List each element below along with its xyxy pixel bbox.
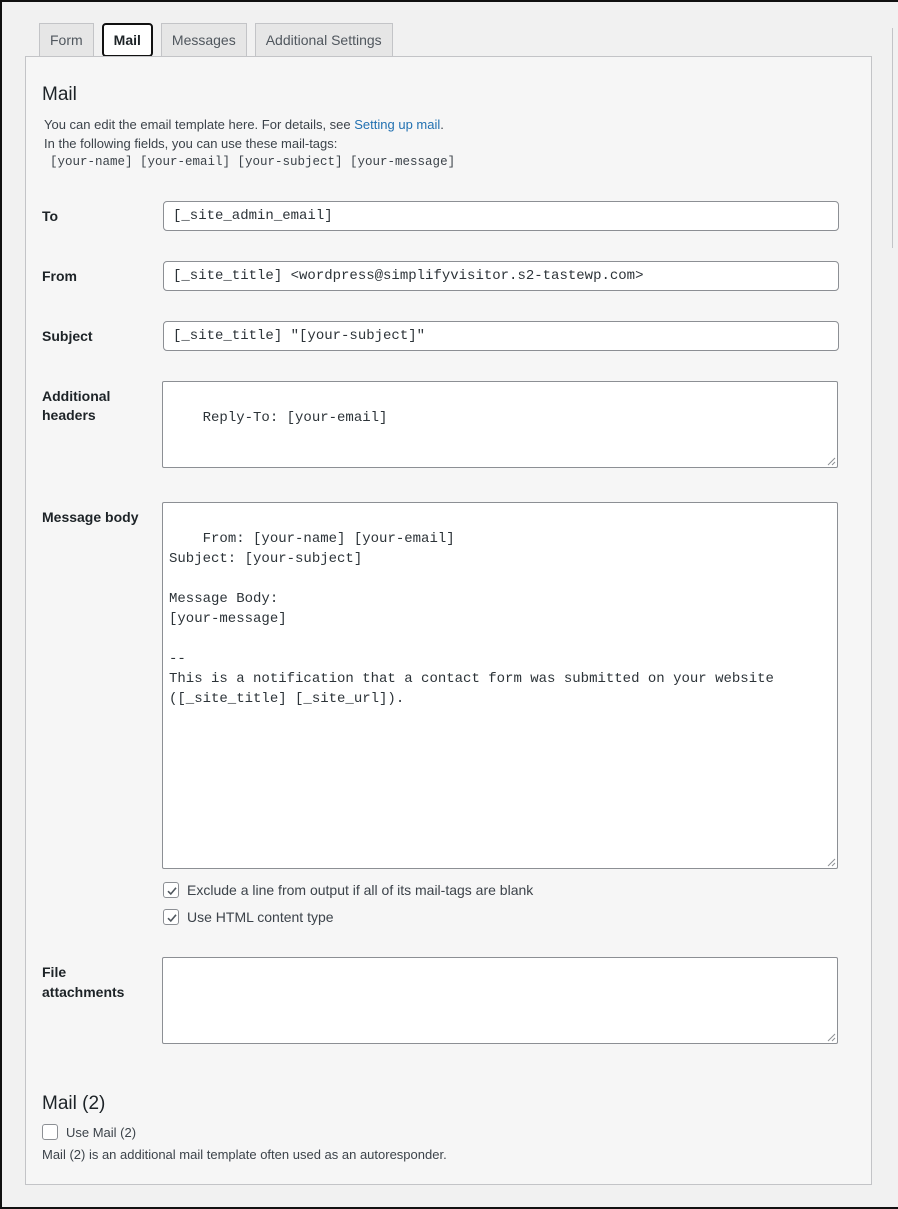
- exclude-blank-label: Exclude a line from output if all of its mail-tags are blank: [187, 882, 534, 898]
- mail-tags-intro: In the following fields, you can use these mail-tags:: [44, 136, 338, 151]
- resize-grip-icon[interactable]: [826, 857, 836, 867]
- additional-headers-textarea[interactable]: [162, 381, 838, 468]
- subject-input[interactable]: [_site_title] "[your-subject]": [163, 321, 839, 351]
- exclude-blank-option[interactable]: [163, 882, 533, 898]
- scrollbar[interactable]: [892, 28, 898, 248]
- headers-value: Reply-To: [your-email]: [202, 410, 388, 426]
- mail-section-title: Mail: [42, 84, 77, 105]
- use-mail2-checkbox[interactable]: [42, 1124, 58, 1140]
- checkmark-icon: [165, 911, 179, 925]
- file-attachments-textarea[interactable]: [162, 957, 838, 1044]
- html-content-label: Use HTML content type: [187, 909, 334, 925]
- resize-grip-icon[interactable]: [826, 1032, 836, 1042]
- headers-label-line2: headers: [42, 407, 96, 423]
- mail-tags-list: [your-name] [your-email] [your-subject] [your-message]: [50, 155, 456, 169]
- setting-up-mail-link[interactable]: Setting up mail: [354, 117, 441, 132]
- additional-headers-label: [42, 387, 152, 425]
- to-label: To: [42, 208, 59, 224]
- attach-label-line2: attachments: [42, 984, 125, 1000]
- from-input[interactable]: [_site_title] <wordpress@simplifyvisitor.s2-tastewp.com>: [163, 261, 839, 291]
- tab-form[interactable]: Form: [39, 23, 94, 57]
- mail-description: [44, 115, 444, 134]
- to-input[interactable]: [_site_admin_email]: [163, 201, 839, 231]
- mail2-description: Mail (2) is an additional mail template often used as an autoresponder.: [42, 1147, 447, 1162]
- subject-label: Subject: [42, 328, 93, 344]
- message-body-label: Message body: [42, 509, 139, 525]
- resize-grip-icon[interactable]: [826, 456, 836, 466]
- desc-suffix: .: [440, 117, 444, 132]
- use-mail2-label: Use Mail (2): [66, 1124, 137, 1140]
- checkmark-icon: [165, 884, 179, 898]
- desc-text: You can edit the email template here. For details, see: [44, 117, 355, 132]
- attach-label-line1: File: [42, 964, 67, 980]
- tab-messages[interactable]: Messages: [161, 23, 247, 57]
- mail-panel: [25, 56, 872, 1185]
- tab-bar: [39, 23, 393, 57]
- tab-additional-settings[interactable]: Additional Settings: [255, 23, 393, 57]
- message-body-value: From: [your-name] [your-email] Subject: [your-subject] Message Body: [your-message] -- This is a notification that a contact form was submitted on your website ([_site_title] [_site_url]).: [169, 531, 774, 707]
- exclude-blank-checkbox[interactable]: [163, 882, 179, 898]
- file-attachments-label: [42, 963, 152, 1002]
- headers-label-line1: Additional: [42, 388, 111, 404]
- mail2-section-title: Mail (2): [42, 1093, 106, 1114]
- use-mail2-option[interactable]: [42, 1124, 136, 1140]
- html-content-checkbox[interactable]: [163, 909, 179, 925]
- from-label: From: [42, 268, 77, 284]
- message-body-textarea[interactable]: [162, 502, 838, 869]
- tab-mail[interactable]: Mail: [102, 23, 153, 57]
- html-content-option[interactable]: [163, 909, 334, 925]
